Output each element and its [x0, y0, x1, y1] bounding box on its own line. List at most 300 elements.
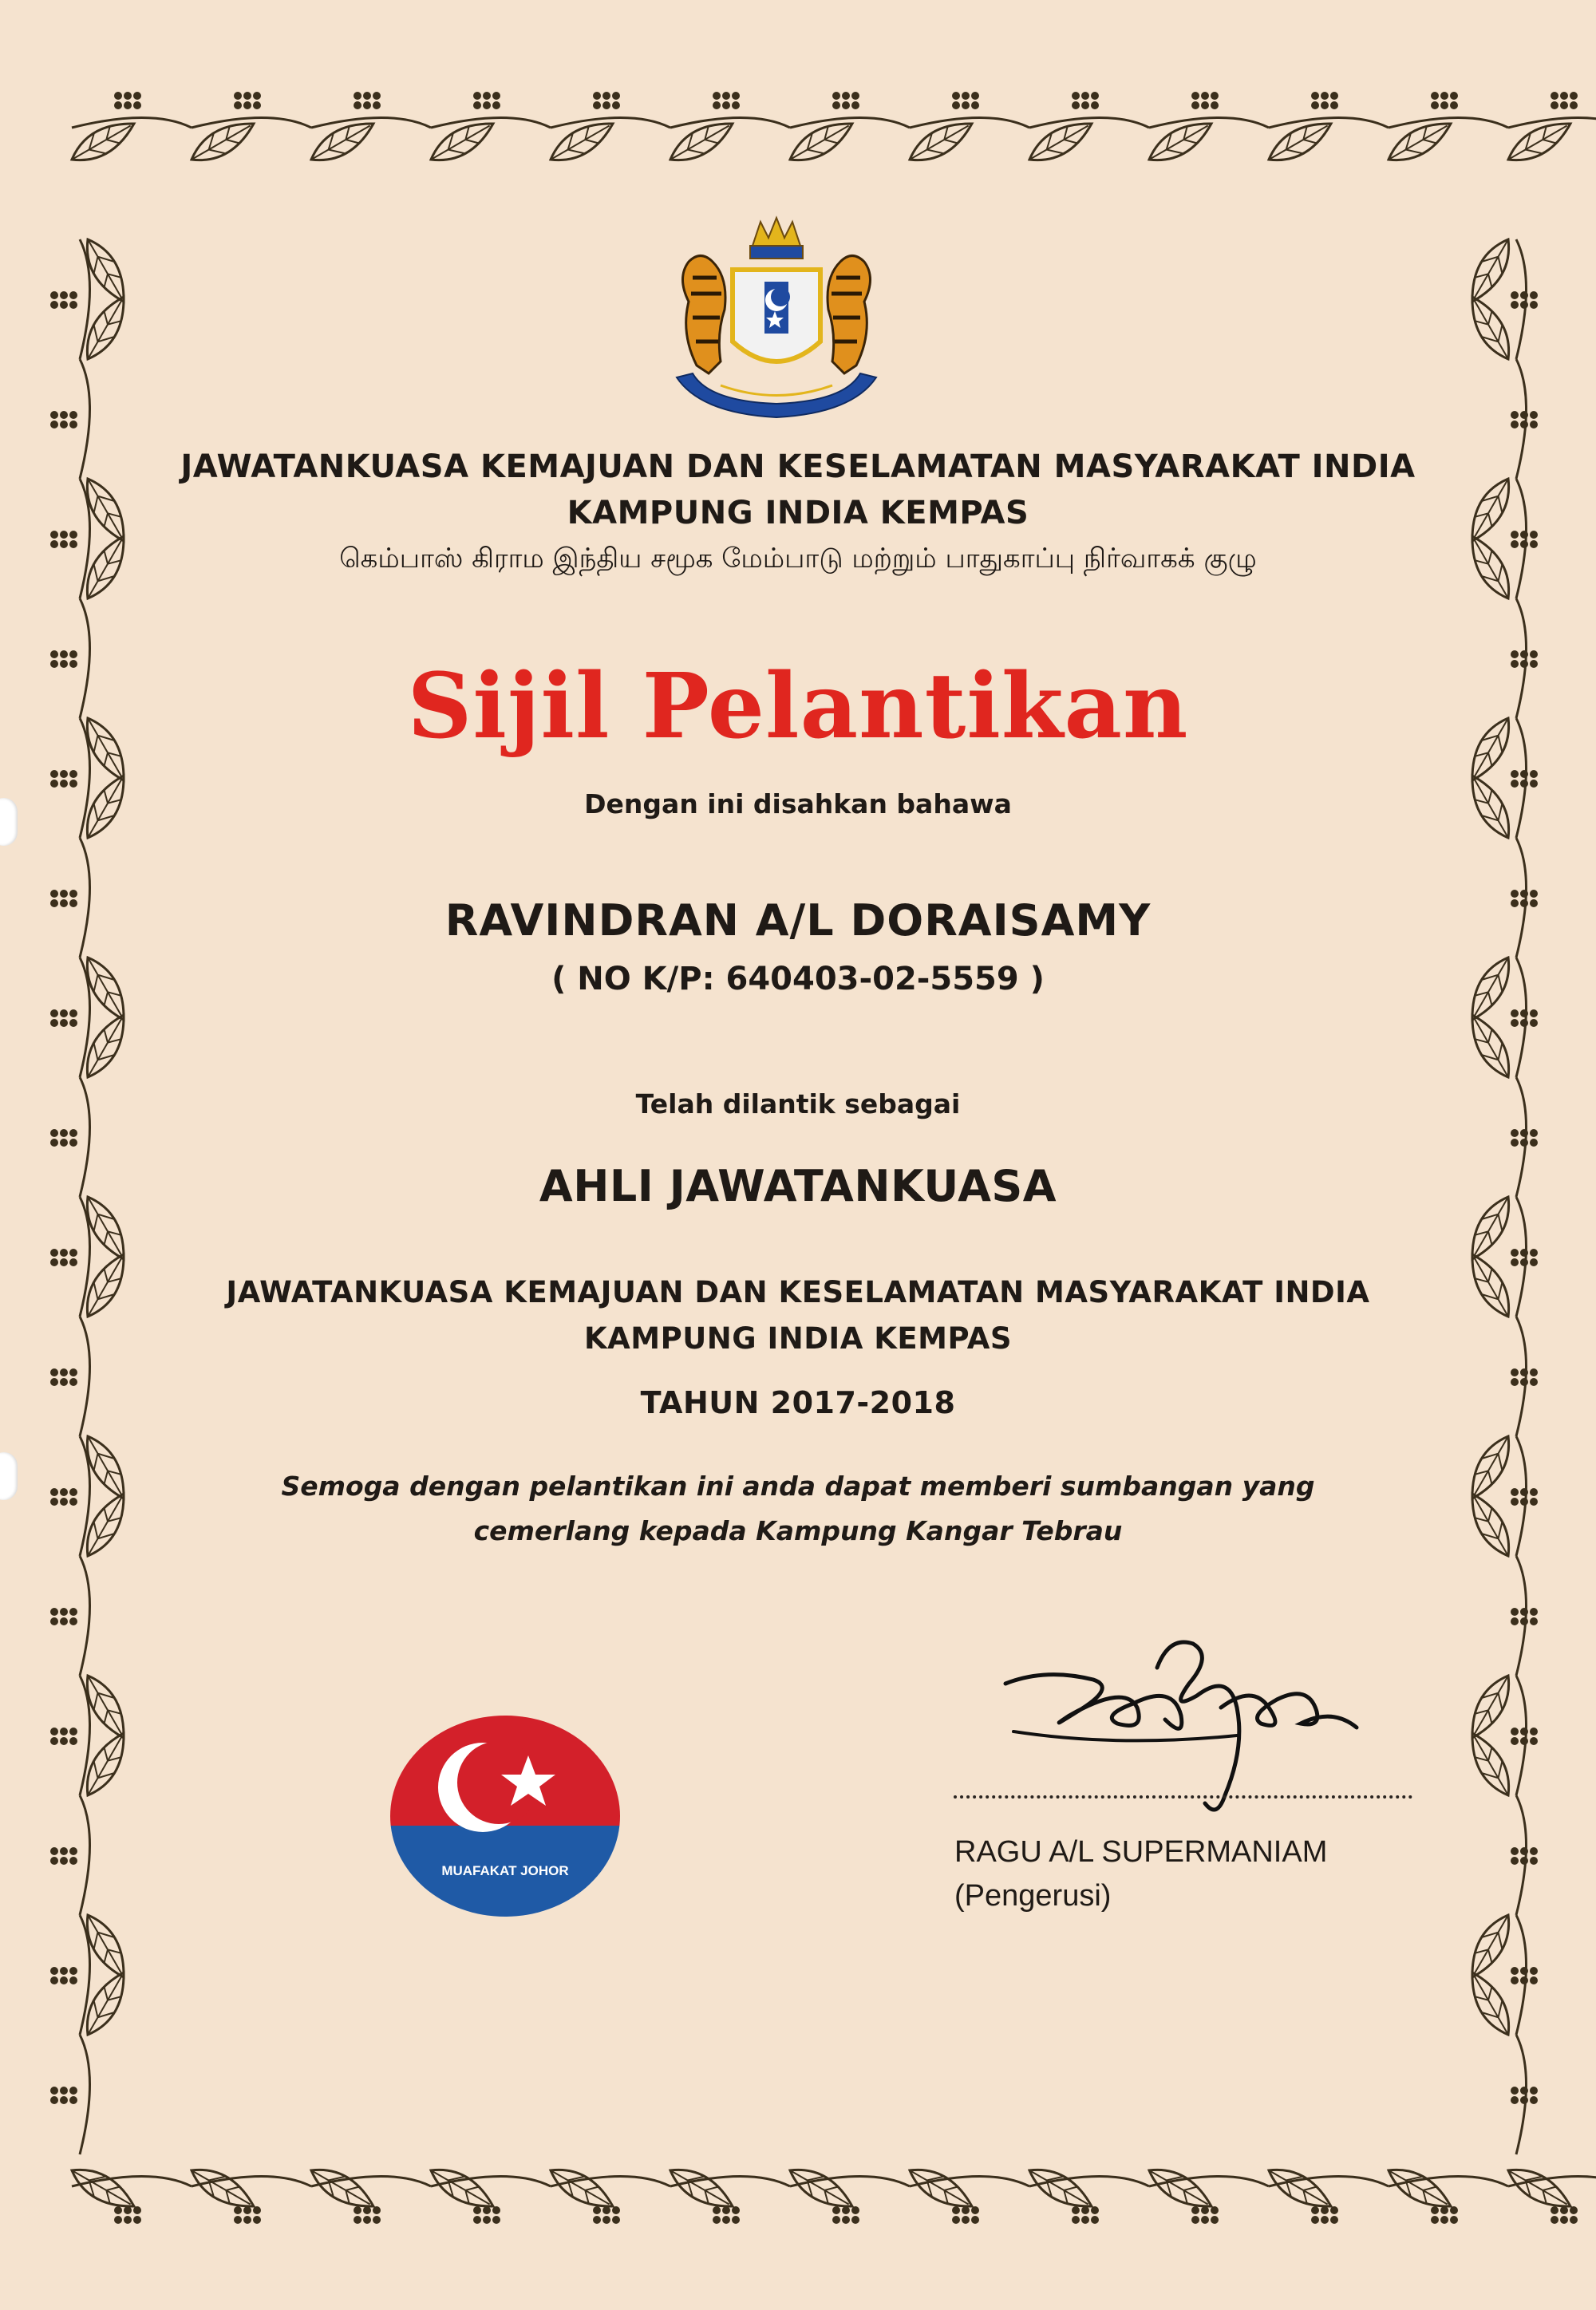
berry-ornament: [1530, 1009, 1538, 1017]
berry-ornament: [133, 2216, 141, 2224]
berry-ornament: [1330, 92, 1338, 100]
berry-ornament: [1530, 1368, 1538, 1376]
berry-ornament: [69, 780, 77, 788]
leaf-ornament: [1462, 1009, 1519, 1084]
wish-line2: cemerlang kepada Kampung Kangar Tebrau: [473, 1515, 1123, 1546]
berry-ornament: [971, 2216, 979, 2224]
berry-ornament: [1511, 1009, 1519, 1017]
berry-ornament: [50, 1857, 58, 1865]
berry-ornament: [60, 1258, 68, 1266]
berry-ornament: [492, 2206, 500, 2214]
vine-ornament: [1516, 1676, 1527, 1795]
committee-line1: JAWATANKUASA KEMAJUAN DAN KESELAMATAN MASYARAKAT INDIA: [226, 1275, 1370, 1309]
berry-ornament: [842, 2206, 850, 2214]
berry-ornament: [50, 1608, 58, 1616]
vine-ornament: [1516, 2035, 1527, 2154]
berry-ornament: [832, 92, 840, 100]
berry-ornament: [1511, 1967, 1519, 1975]
berry-ornament: [50, 1728, 58, 1735]
berry-ornament: [732, 2206, 740, 2214]
berry-ornament: [234, 2206, 242, 2214]
berry-ornament: [69, 770, 77, 778]
berry-ornament: [69, 1608, 77, 1616]
berry-ornament: [1530, 2087, 1538, 2095]
berry-ornament: [722, 101, 730, 109]
berry-ornament: [60, 421, 68, 428]
berry-ornament: [962, 92, 970, 100]
berry-ornament: [1440, 101, 1448, 109]
berry-ornament: [69, 1129, 77, 1137]
vine-ornament: [1516, 1556, 1527, 1676]
berry-ornament: [69, 1009, 77, 1017]
berry-ornament: [1440, 2206, 1448, 2214]
berry-ornament: [952, 2206, 960, 2214]
berry-ornament: [1560, 101, 1568, 109]
berry-ornament: [602, 2216, 610, 2224]
berry-ornament: [69, 1617, 77, 1625]
berry-ornament: [50, 1976, 58, 1984]
berry-ornament: [713, 101, 721, 109]
berry-ornament: [50, 1368, 58, 1376]
signature-line: [954, 1795, 1412, 1799]
berry-ornament: [114, 2206, 122, 2214]
berry-ornament: [732, 92, 740, 100]
berry-ornament: [1560, 2216, 1568, 2224]
recipient-name: RAVINDRAN A/L DORAISAMY: [444, 895, 1152, 946]
berry-ornament: [1530, 1139, 1538, 1147]
berry-ornament: [50, 1737, 58, 1745]
berry-ornament: [1091, 2216, 1099, 2224]
berry-ornament: [1511, 780, 1519, 788]
berry-ornament: [1570, 92, 1578, 100]
berry-ornament: [69, 1737, 77, 1745]
berry-ornament: [234, 2216, 242, 2224]
leaf-ornament: [1462, 234, 1519, 308]
berry-ornament: [69, 411, 77, 419]
berry-ornament: [50, 291, 58, 299]
berry-ornament: [1560, 2206, 1568, 2214]
berry-ornament: [60, 291, 68, 299]
berry-ornament: [1530, 301, 1538, 309]
berry-ornament: [1570, 2206, 1578, 2214]
berry-ornament: [354, 101, 361, 109]
vine-ornament: [80, 1795, 90, 1915]
berry-ornament: [50, 301, 58, 309]
role-title: AHLI JAWATANKUASA: [539, 1161, 1057, 1211]
berry-ornament: [1191, 92, 1199, 100]
signature-image: [998, 1636, 1381, 1827]
berry-ornament: [60, 1737, 68, 1745]
berry-ornament: [253, 101, 261, 109]
berry-ornament: [602, 92, 610, 100]
berry-ornament: [1530, 780, 1538, 788]
berry-ornament: [612, 101, 620, 109]
berry-ornament: [133, 92, 141, 100]
berry-ornament: [133, 2206, 141, 2214]
berry-ornament: [1311, 92, 1319, 100]
berry-ornament: [492, 92, 500, 100]
leaf-ornament: [77, 234, 134, 308]
berry-ornament: [50, 1139, 58, 1147]
berry-ornament: [1530, 411, 1538, 419]
berry-ornament: [473, 2206, 481, 2214]
berry-ornament: [60, 1608, 68, 1616]
leaf-ornament: [77, 1670, 134, 1744]
berry-ornament: [354, 2206, 361, 2214]
berry-ornament: [1551, 2206, 1558, 2214]
certificate-title: Sijil Pelantikan: [407, 654, 1189, 759]
berry-ornament: [1072, 2216, 1080, 2224]
berry-ornament: [1511, 1737, 1519, 1745]
berry-ornament: [124, 2206, 132, 2214]
berry-ornament: [1072, 101, 1080, 109]
berry-ornament: [1551, 2216, 1558, 2224]
org-name-line2: KAMPUNG INDIA KEMPAS: [567, 495, 1029, 531]
berry-ornament: [1191, 2216, 1199, 2224]
berry-ornament: [842, 92, 850, 100]
berry-ornament: [50, 421, 58, 428]
berry-ornament: [1211, 2216, 1219, 2224]
berry-ornament: [713, 2216, 721, 2224]
berry-ornament: [851, 2216, 859, 2224]
berry-ornament: [952, 92, 960, 100]
berry-ornament: [69, 1368, 77, 1376]
berry-ornament: [962, 2206, 970, 2214]
berry-ornament: [1530, 1249, 1538, 1257]
berry-ornament: [1191, 101, 1199, 109]
berry-ornament: [722, 2206, 730, 2214]
berry-ornament: [1511, 1857, 1519, 1865]
berry-ornament: [363, 92, 371, 100]
leaf-ornament: [1462, 1728, 1519, 1802]
berry-ornament: [1570, 101, 1578, 109]
wish-line1: Semoga dengan pelantikan ini anda dapat memberi sumbangan yang: [281, 1471, 1315, 1502]
leaf-ornament: [1462, 291, 1519, 365]
muafakat-johor-logo-icon: [389, 1714, 622, 1918]
leaf-ornament: [77, 1909, 134, 1984]
berry-ornament: [1530, 1847, 1538, 1855]
berry-ornament: [1321, 2206, 1329, 2214]
appointed-text: Telah dilantik sebagai: [635, 1088, 961, 1119]
berry-ornament: [1081, 101, 1089, 109]
berry-ornament: [971, 101, 979, 109]
berry-ornament: [1570, 2216, 1578, 2224]
berry-ornament: [1201, 2206, 1209, 2214]
berry-ornament: [114, 2216, 122, 2224]
berry-ornament: [1450, 2216, 1458, 2224]
berry-ornament: [1201, 101, 1209, 109]
berry-ornament: [612, 92, 620, 100]
berry-ornament: [1211, 101, 1219, 109]
berry-ornament: [69, 1139, 77, 1147]
berry-ornament: [1511, 1129, 1519, 1137]
berry-ornament: [1511, 1617, 1519, 1625]
berry-ornament: [60, 1617, 68, 1625]
berry-ornament: [60, 770, 68, 778]
berry-ornament: [60, 1967, 68, 1975]
berry-ornament: [1201, 92, 1209, 100]
berry-ornament: [1072, 2206, 1080, 2214]
berry-ornament: [69, 2096, 77, 2104]
berry-ornament: [50, 1249, 58, 1257]
berry-ornament: [243, 101, 251, 109]
berry-ornament: [1511, 1368, 1519, 1376]
vine-ornament: [80, 1556, 90, 1676]
berry-ornament: [69, 1976, 77, 1984]
berry-ornament: [1560, 92, 1568, 100]
berry-ornament: [253, 2216, 261, 2224]
berry-ornament: [1091, 92, 1099, 100]
berry-ornament: [60, 1009, 68, 1017]
berry-ornament: [1431, 2206, 1439, 2214]
berry-ornament: [1530, 1737, 1538, 1745]
berry-ornament: [50, 1129, 58, 1137]
berry-ornament: [69, 301, 77, 309]
leaf-ornament: [1462, 1670, 1519, 1744]
vine-ornament: [80, 2035, 90, 2154]
berry-ornament: [842, 101, 850, 109]
berry-ornament: [60, 301, 68, 309]
berry-ornament: [971, 92, 979, 100]
berry-ornament: [1530, 1857, 1538, 1865]
signatory-name: RAGU A/L SUPERMANIAM: [954, 1835, 1328, 1869]
berry-ornament: [1072, 92, 1080, 100]
berry-ornament: [1530, 1019, 1538, 1027]
berry-ornament: [50, 2096, 58, 2104]
berry-ornament: [1511, 411, 1519, 419]
berry-ornament: [1450, 2206, 1458, 2214]
signatory-title: (Pengerusi): [954, 1879, 1112, 1913]
berry-ornament: [69, 2087, 77, 2095]
berry-ornament: [722, 92, 730, 100]
berry-ornament: [253, 2206, 261, 2214]
berry-ornament: [1081, 92, 1089, 100]
berry-ornament: [952, 101, 960, 109]
berry-ornament: [373, 101, 381, 109]
org-name-tamil: கெம்பாஸ் கிராம இந்திய சமூக மேம்பாடு மற்றும் பாதுகாப்பு நிர்வாகக் குழு: [339, 543, 1257, 575]
berry-ornament: [50, 780, 58, 788]
berry-ornament: [1450, 101, 1458, 109]
berry-ornament: [60, 1847, 68, 1855]
berry-ornament: [1511, 2087, 1519, 2095]
berry-ornament: [50, 1617, 58, 1625]
berry-ornament: [60, 2087, 68, 2095]
berry-ornament: [602, 101, 610, 109]
berry-ornament: [1431, 92, 1439, 100]
berry-ornament: [473, 101, 481, 109]
berry-ornament: [60, 411, 68, 419]
berry-ornament: [69, 1967, 77, 1975]
berry-ornament: [1511, 2096, 1519, 2104]
berry-ornament: [713, 2206, 721, 2214]
berry-ornament: [1530, 1976, 1538, 1984]
berry-ornament: [483, 2216, 491, 2224]
berry-ornament: [602, 2206, 610, 2214]
berry-ornament: [1311, 2216, 1319, 2224]
berry-ornament: [363, 2206, 371, 2214]
berry-ornament: [69, 291, 77, 299]
berry-ornament: [1511, 1608, 1519, 1616]
berry-ornament: [1201, 2216, 1209, 2224]
berry-ornament: [962, 101, 970, 109]
berry-ornament: [243, 2216, 251, 2224]
berry-ornament: [1530, 291, 1538, 299]
berry-ornament: [832, 2206, 840, 2214]
berry-ornament: [1311, 101, 1319, 109]
berry-ornament: [50, 1258, 58, 1266]
berry-ornament: [60, 780, 68, 788]
vine-ornament: [1516, 1795, 1527, 1915]
berry-ornament: [732, 101, 740, 109]
berry-ornament: [60, 1019, 68, 1027]
berry-ornament: [363, 101, 371, 109]
berry-ornament: [1551, 101, 1558, 109]
berry-ornament: [612, 2206, 620, 2214]
berry-ornament: [69, 531, 77, 539]
berry-ornament: [1321, 92, 1329, 100]
berry-ornament: [60, 531, 68, 539]
berry-ornament: [722, 2216, 730, 2224]
berry-ornament: [243, 2206, 251, 2214]
berry-ornament: [593, 2216, 601, 2224]
berry-ornament: [114, 101, 122, 109]
berry-ornament: [483, 92, 491, 100]
berry-ornament: [1530, 2096, 1538, 2104]
berry-ornament: [1330, 2216, 1338, 2224]
berry-ornament: [1511, 770, 1519, 778]
berry-ornament: [832, 101, 840, 109]
berry-ornament: [483, 101, 491, 109]
org-name-line1: JAWATANKUASA KEMAJUAN DAN KESELAMATAN MASYARAKAT INDIA: [180, 448, 1416, 485]
berry-ornament: [1530, 531, 1538, 539]
berry-ornament: [354, 2216, 361, 2224]
berry-ornament: [1511, 291, 1519, 299]
berry-ornament: [60, 1139, 68, 1147]
berry-ornament: [1530, 1728, 1538, 1735]
berry-ornament: [50, 1009, 58, 1017]
johor-coat-of-arms-icon: [645, 214, 908, 428]
berry-ornament: [69, 1019, 77, 1027]
berry-ornament: [1511, 301, 1519, 309]
berry-ornament: [234, 101, 242, 109]
berry-ornament: [1511, 1019, 1519, 1027]
berry-ornament: [473, 92, 481, 100]
berry-ornament: [1431, 2216, 1439, 2224]
berry-ornament: [1091, 2206, 1099, 2214]
berry-ornament: [60, 1976, 68, 1984]
berry-ornament: [732, 2216, 740, 2224]
berry-ornament: [593, 92, 601, 100]
berry-ornament: [60, 2096, 68, 2104]
berry-ornament: [243, 92, 251, 100]
berry-ornament: [50, 531, 58, 539]
berry-ornament: [1330, 101, 1338, 109]
berry-ornament: [1091, 101, 1099, 109]
berry-ornament: [1081, 2216, 1089, 2224]
berry-ornament: [1511, 1139, 1519, 1147]
berry-ornament: [1511, 1249, 1519, 1257]
berry-ornament: [60, 1857, 68, 1865]
berry-ornament: [124, 2216, 132, 2224]
berry-ornament: [234, 92, 242, 100]
berry-ornament: [373, 92, 381, 100]
berry-ornament: [842, 2216, 850, 2224]
berry-ornament: [1450, 92, 1458, 100]
berry-ornament: [492, 101, 500, 109]
berry-ornament: [1440, 92, 1448, 100]
berry-ornament: [492, 2216, 500, 2224]
berry-ornament: [133, 101, 141, 109]
berry-ornament: [50, 770, 58, 778]
berry-ornament: [851, 2206, 859, 2214]
berry-ornament: [713, 92, 721, 100]
berry-ornament: [1530, 1258, 1538, 1266]
berry-ornament: [1511, 1976, 1519, 1984]
berry-ornament: [851, 101, 859, 109]
berry-ornament: [124, 101, 132, 109]
berry-ornament: [1530, 1967, 1538, 1975]
berry-ornament: [354, 92, 361, 100]
berry-ornament: [1311, 2206, 1319, 2214]
berry-ornament: [1511, 421, 1519, 428]
berry-ornament: [593, 101, 601, 109]
logo-text: MUAFAKAT JOHOR: [441, 1863, 569, 1878]
berry-ornament: [60, 1129, 68, 1137]
berry-ornament: [50, 1847, 58, 1855]
berry-ornament: [612, 2216, 620, 2224]
berry-ornament: [473, 2216, 481, 2224]
berry-ornament: [1530, 1129, 1538, 1137]
berry-ornament: [1511, 1728, 1519, 1735]
berry-ornament: [50, 1967, 58, 1975]
berry-ornament: [1081, 2206, 1089, 2214]
berry-ornament: [363, 2216, 371, 2224]
berry-ornament: [1511, 531, 1519, 539]
berry-ornament: [60, 1368, 68, 1376]
berry-ornament: [851, 92, 859, 100]
berry-ornament: [69, 1249, 77, 1257]
berry-ornament: [50, 2087, 58, 2095]
berry-ornament: [1191, 2206, 1199, 2214]
recipient-ic: ( NO K/P: 640403-02-5559 ): [551, 961, 1045, 997]
berry-ornament: [1321, 2216, 1329, 2224]
berry-ornament: [114, 92, 122, 100]
berry-ornament: [373, 2216, 381, 2224]
berry-ornament: [1530, 770, 1538, 778]
berry-ornament: [50, 1019, 58, 1027]
berry-ornament: [1330, 2206, 1338, 2214]
berry-ornament: [1530, 421, 1538, 428]
berry-ornament: [124, 92, 132, 100]
berry-ornament: [1211, 2206, 1219, 2214]
berry-ornament: [69, 421, 77, 428]
berry-ornament: [593, 2206, 601, 2214]
berry-ornament: [1211, 92, 1219, 100]
berry-ornament: [483, 2206, 491, 2214]
berry-ornament: [1551, 92, 1558, 100]
berry-ornament: [962, 2216, 970, 2224]
berry-ornament: [1321, 101, 1329, 109]
berry-ornament: [971, 2206, 979, 2214]
berry-ornament: [952, 2216, 960, 2224]
committee-line2: KAMPUNG INDIA KEMPAS: [583, 1321, 1012, 1356]
leaf-ornament: [1462, 1909, 1519, 1984]
berry-ornament: [69, 1857, 77, 1865]
berry-ornament: [50, 411, 58, 419]
berry-ornament: [1511, 1258, 1519, 1266]
berry-ornament: [373, 2206, 381, 2214]
berry-ornament: [832, 2216, 840, 2224]
